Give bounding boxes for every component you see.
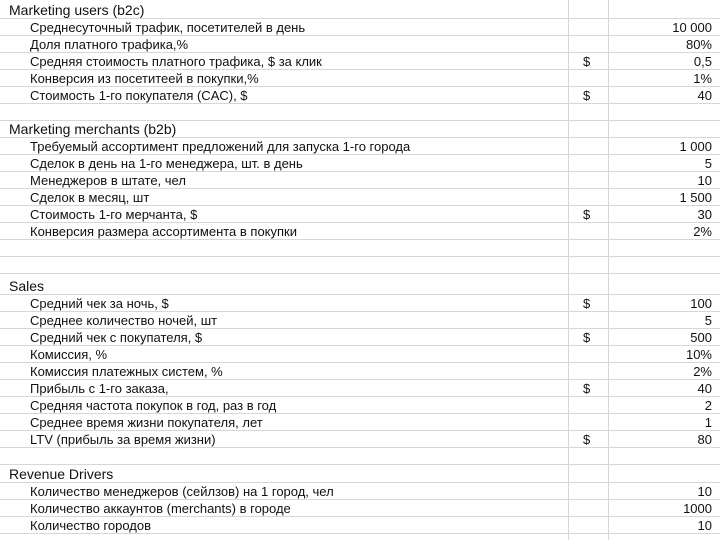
- row-value: 5: [704, 156, 712, 171]
- row-value: 1: [704, 415, 712, 430]
- row-label: Количество городов: [30, 518, 152, 533]
- row-value: 10: [697, 173, 712, 188]
- section-title: Marketing merchants (b2b): [9, 121, 177, 137]
- table-row[interactable]: [0, 500, 720, 517]
- row-value: 40: [697, 381, 712, 396]
- row-label: Доля платного трафика,%: [30, 37, 189, 52]
- table-row[interactable]: [0, 380, 720, 397]
- table-row[interactable]: [0, 206, 720, 223]
- row-label: Требуемый ассортимент предложений для запуска 1-го города: [30, 139, 411, 154]
- row-currency: $: [583, 54, 591, 69]
- column-divider: [608, 0, 609, 540]
- row-currency: $: [583, 207, 591, 222]
- table-row[interactable]: [0, 138, 720, 155]
- table-row[interactable]: [0, 414, 720, 431]
- empty-row[interactable]: [0, 104, 720, 121]
- table-row[interactable]: [0, 363, 720, 380]
- column-divider: [568, 0, 569, 540]
- row-value: 1 500: [679, 190, 712, 205]
- row-label: Количество аккаунтов (merchants) в городе: [30, 501, 291, 516]
- row-label: Среднесуточный трафик, посетителей в день: [30, 20, 306, 35]
- row-currency: $: [583, 381, 591, 396]
- row-label: Стоимость 1-го покупателя (CAC), $: [30, 88, 248, 103]
- row-label: Сделок в месяц, шт: [30, 190, 150, 205]
- row-currency: $: [583, 330, 591, 345]
- row-currency: $: [583, 88, 591, 103]
- table-row[interactable]: [0, 19, 720, 36]
- row-label: Стоимость 1-го мерчанта, $: [30, 207, 198, 222]
- section-title: Revenue Drivers: [9, 466, 114, 482]
- row-value: 10: [697, 484, 712, 499]
- row-label: Сделок в день на 1-го менеджера, шт. в день: [30, 156, 303, 171]
- section-header-row[interactable]: [0, 2, 720, 19]
- row-label: Конверсия размера ассортимента в покупки: [30, 224, 298, 239]
- row-value: 10: [697, 518, 712, 533]
- section-title: Marketing users (b2c): [9, 2, 145, 18]
- table-row[interactable]: [0, 70, 720, 87]
- row-value: 30: [697, 207, 712, 222]
- row-value: 10%: [685, 347, 712, 362]
- row-label: LTV (прибыль за время жизни): [30, 432, 216, 447]
- table-row[interactable]: [0, 53, 720, 70]
- table-row[interactable]: [0, 312, 720, 329]
- row-currency: $: [583, 432, 591, 447]
- empty-row[interactable]: [0, 257, 720, 274]
- row-value: 10 000: [672, 20, 712, 35]
- table-row[interactable]: [0, 517, 720, 534]
- section-header-row[interactable]: [0, 121, 720, 138]
- row-label: Средний чек за ночь, $: [30, 296, 169, 311]
- row-label: Среднее количество ночей, шт: [30, 313, 218, 328]
- section-header-row[interactable]: [0, 466, 720, 483]
- table-row[interactable]: [0, 172, 720, 189]
- row-value: 100: [690, 296, 712, 311]
- row-label: Среднее время жизни покупателя, лет: [30, 415, 263, 430]
- row-label: Средняя частота покупок в год, раз в год: [30, 398, 277, 413]
- table-row[interactable]: [0, 431, 720, 448]
- table-row[interactable]: [0, 329, 720, 346]
- row-value: 2%: [693, 364, 712, 379]
- row-label: Конверсия из посетитеей в покупки,%: [30, 71, 259, 86]
- table-row[interactable]: [0, 397, 720, 414]
- table-row[interactable]: [0, 223, 720, 240]
- row-value: 1 000: [679, 139, 712, 154]
- row-value: 500: [690, 330, 712, 345]
- table-row[interactable]: [0, 346, 720, 363]
- row-currency: $: [583, 296, 591, 311]
- table-row[interactable]: [0, 295, 720, 312]
- empty-row[interactable]: [0, 240, 720, 257]
- table-row[interactable]: [0, 36, 720, 53]
- row-value: 80%: [685, 37, 712, 52]
- row-label: Прибыль с 1-го заказа,: [30, 381, 169, 396]
- row-value: 2%: [693, 224, 712, 239]
- section-title: Sales: [9, 278, 45, 294]
- row-label: Менеджеров в штате, чел: [30, 173, 186, 188]
- row-label: Средний чек с покупателя, $: [30, 330, 203, 345]
- table-row[interactable]: [0, 155, 720, 172]
- row-label: Комиссия платежных систем, %: [30, 364, 223, 379]
- row-value: 80: [697, 432, 712, 447]
- row-value: 1000: [683, 501, 712, 516]
- table-row[interactable]: [0, 483, 720, 500]
- row-label: Средняя стоимость платного трафика, $ за клик: [30, 54, 322, 69]
- row-value: 5: [704, 313, 712, 328]
- row-label: Комиссия, %: [30, 347, 108, 362]
- row-value: 40: [697, 88, 712, 103]
- row-value: 0,5: [693, 54, 712, 69]
- row-label: Количество менеджеров (сейлзов) на 1 город, чел: [30, 484, 334, 499]
- row-value: 2: [704, 398, 712, 413]
- row-value: 1%: [693, 71, 712, 86]
- table-row[interactable]: [0, 189, 720, 206]
- empty-row[interactable]: [0, 448, 720, 465]
- table-row[interactable]: [0, 87, 720, 104]
- section-header-row[interactable]: [0, 278, 720, 295]
